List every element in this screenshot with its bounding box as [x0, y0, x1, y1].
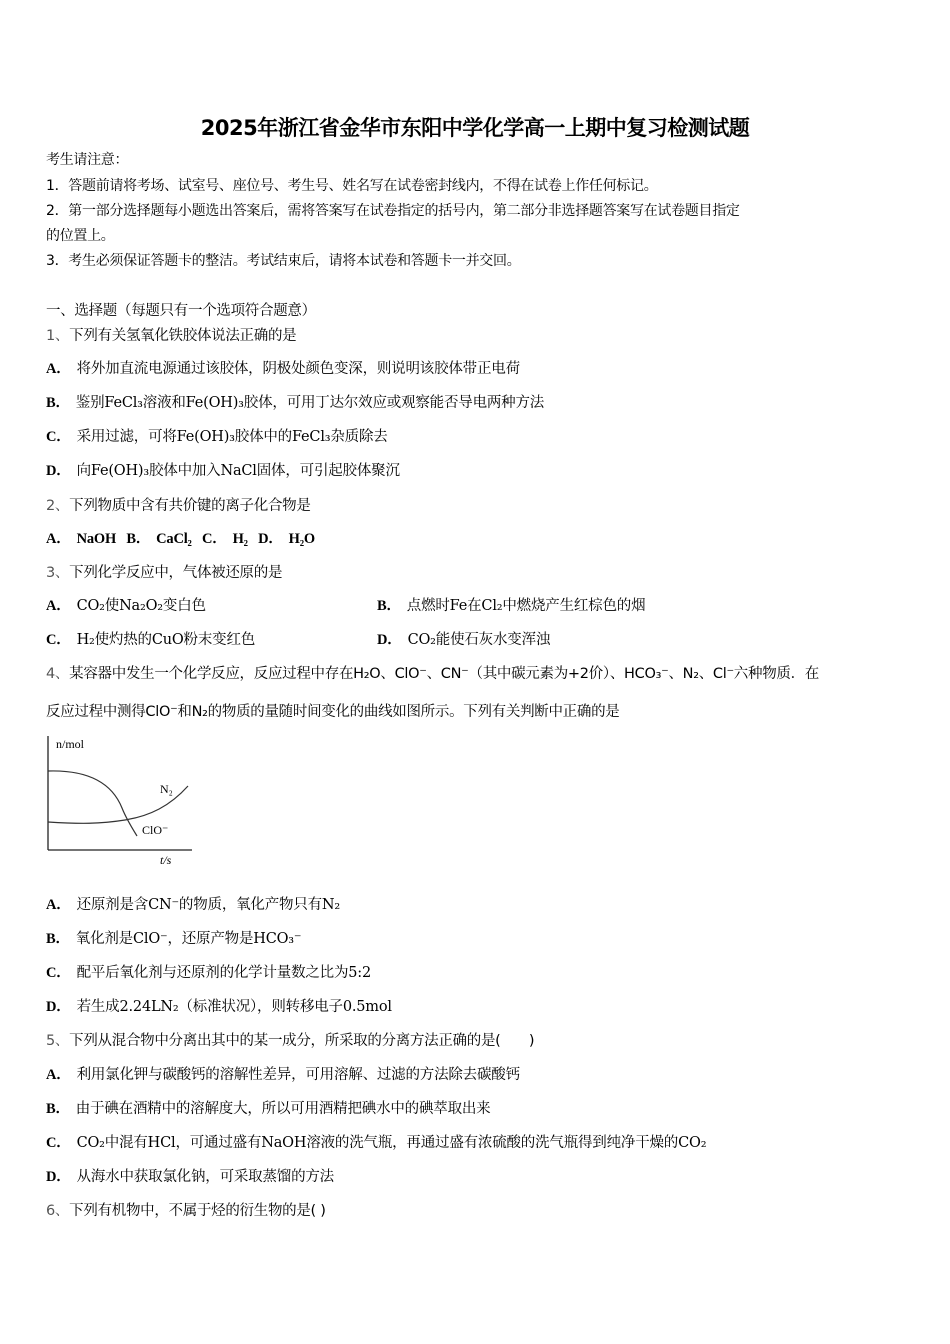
notice-item-2-cont: 的位置上。	[46, 228, 115, 244]
q3-option-b[interactable]: B． 点燃时Fe在Cl₂中燃烧产生红棕色的烟	[377, 598, 646, 614]
question-number: 1、	[46, 328, 70, 344]
question-6-stem: 6、下列有机物中，不属于烃的衍生物的是( )	[46, 1203, 326, 1219]
q3-option-a[interactable]: A． CO₂使Na₂O₂变白色	[46, 598, 206, 614]
clo-curve	[48, 771, 137, 836]
section-heading: 一、选择题（每题只有一个选项符合题意）	[46, 303, 316, 319]
q2-option-d[interactable]: D． H₂O	[258, 531, 315, 547]
q4-option-a[interactable]: A． 还原剂是含CN⁻的物质，氧化产物只有N₂	[46, 897, 341, 913]
notice-item-1: 1．答题前请将考场、试室号、座位号、考生号、姓名写在试卷密封线内，不得在试卷上作任何标记。	[46, 178, 658, 194]
question-4-stem-line1: 4、某容器中发生一个化学反应，反应过程中存在H₂O、ClO⁻、CN⁻（其中碳元素为+2价）、HCO₃⁻、N₂、Cl⁻六种物质．在	[46, 666, 820, 682]
n-vs-t-graph	[40, 728, 210, 873]
q1-option-b[interactable]: B． 鉴别FeCl₃溶液和Fe(OH)₃胶体，可用丁达尔效应或观察能否导电两种方法	[46, 395, 545, 411]
q1-option-d[interactable]: D． 向Fe(OH)₃胶体中加入NaCl固体，可引起胶体聚沉	[46, 463, 400, 479]
x-axis-label: t/s	[160, 853, 172, 867]
q1-option-c[interactable]: C． 采用过滤，可将Fe(OH)₃胶体中的FeCl₃杂质除去	[46, 429, 388, 445]
q2-options	[46, 529, 315, 549]
question-4-stem-line2: 反应过程中测得ClO⁻和N₂的物质的量随时间变化的曲线如图所示。下列有关判断中正确的是	[46, 704, 620, 720]
q4-option-d[interactable]: D． 若生成2.24LN₂（标准状况），则转移电子0.5mol	[46, 999, 392, 1015]
question-5-stem: 5、下列从混合物中分离出其中的某一成分，所采取的分离方法正确的是( )	[46, 1033, 535, 1049]
q3-option-d[interactable]: D． CO₂能使石灰水变浑浊	[377, 632, 551, 648]
clo-label: ClO⁻	[142, 823, 169, 837]
page-title: 2025年浙江省金华市东阳中学化学高一上期中复习检测试题	[200, 116, 750, 140]
notice-heading: 考生请注意：	[46, 152, 129, 168]
q2-option-b[interactable]: B． CaCl₂	[126, 531, 192, 547]
q5-option-d[interactable]: D． 从海水中获取氯化钠，可采取蒸馏的方法	[46, 1169, 334, 1185]
notice-item-3: 3．考生必须保证答题卡的整洁。考试结束后，请将本试卷和答题卡一并交回。	[46, 253, 521, 269]
q5-option-b[interactable]: B． 由于碘在酒精中的溶解度大，所以可用酒精把碘水中的碘萃取出来	[46, 1101, 491, 1117]
q1-option-a[interactable]: A． 将外加直流电源通过该胶体，阴极处颜色变深，则说明该胶体带正电荷	[46, 361, 520, 377]
q4-option-b[interactable]: B． 氧化剂是ClO⁻，还原产物是HCO₃⁻	[46, 931, 302, 947]
q4-option-c[interactable]: C． 配平后氧化剂与还原剂的化学计量数之比为5:2	[46, 965, 372, 981]
question-3-stem: 3、下列化学反应中，气体被还原的是	[46, 565, 283, 581]
notice-item-2: 2．第一部分选择题每小题选出答案后，需将答案写在试卷指定的括号内，第二部分非选择题答案写在试卷题目指定	[46, 203, 740, 219]
question-2-stem: 2、下列物质中含有共价键的离子化合物是	[46, 498, 311, 514]
y-axis-label: n/mol	[56, 737, 85, 751]
q2-option-a[interactable]: A． NaOH	[46, 531, 117, 547]
n2-label: N₂	[160, 782, 173, 796]
q2-option-c[interactable]: C． H₂	[201, 531, 248, 547]
q5-option-c[interactable]: C． CO₂中混有HCl，可通过盛有NaOH溶液的洗气瓶，再通过盛有浓硫酸的洗气瓶得到纯净干燥的CO₂	[46, 1135, 707, 1151]
q3-option-c[interactable]: C． H₂使灼热的CuO粉末变红色	[46, 632, 256, 648]
q5-option-a[interactable]: A． 利用氯化钾与碳酸钙的溶解性差异，可用溶解、过滤的方法除去碳酸钙	[46, 1067, 520, 1083]
question-1-stem: 1、下列有关氢氧化铁胶体说法正确的是	[46, 328, 297, 344]
